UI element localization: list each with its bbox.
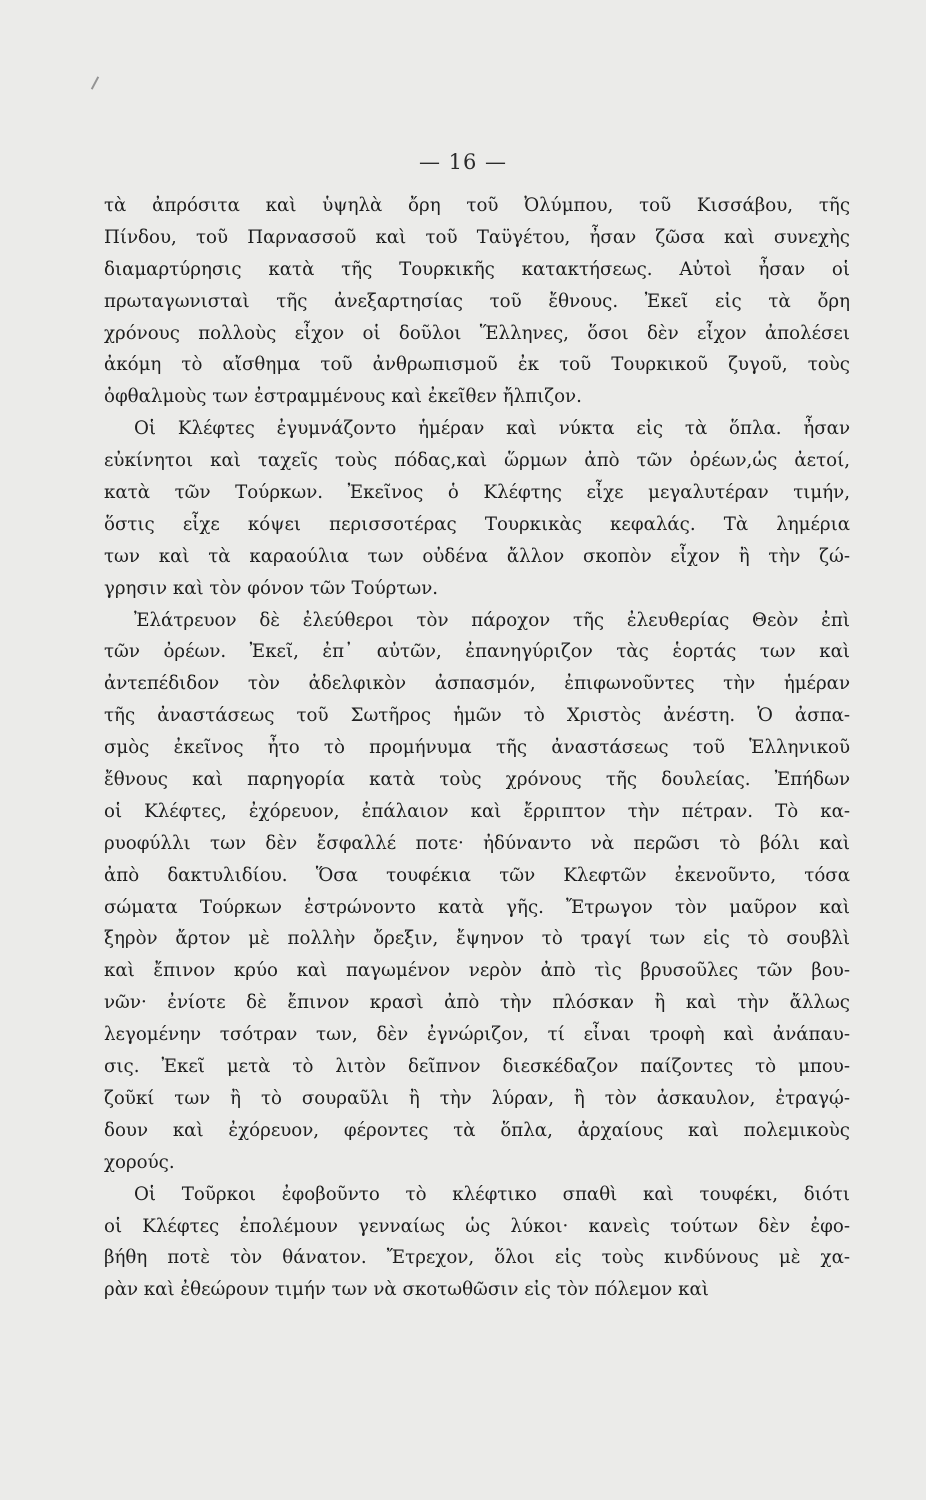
pencil-mark xyxy=(91,76,99,89)
text-line: ρυοφύλλι των δὲν ἔσφαλλέ ποτε· ἠδύναντο νὰ περῶσι τὸ βόλι καὶ xyxy=(104,832,850,854)
text-line: των καὶ τὰ καραούλια των οὐδένα ἄλλον σκοπὸν εἶχον ἢ τὴν ζώ- xyxy=(104,545,850,567)
text-line: σμὸς ἐκεῖνος ἦτο τὸ προμήνυμα τῆς ἀναστάσεως τοῦ Ἑλληνικοῦ xyxy=(104,737,850,759)
text-line: τῶν ὀρέων. Ἐκεῖ, ἐπ᾽ αὐτῶν, ἐπανηγύριζον τὰς ἑορτάς των καὶ xyxy=(104,641,850,663)
text-line: βήθη ποτὲ τὸν θάνατον. Ἔτρεχον, ὅλοι εἰς τοὺς κινδύνους μὲ χα- xyxy=(104,1247,850,1269)
text-line: πρωταγωνισταὶ τῆς ἀνεξαρτησίας τοῦ ἔθνους. Ἐκεῖ εἰς τὰ ὄρη xyxy=(104,290,850,312)
body-text xyxy=(104,190,850,1306)
text-line: κατὰ τῶν Τούρκων. Ἐκεῖνος ὁ Κλέφτης εἶχε μεγαλυτέραν τιμήν, xyxy=(104,482,850,504)
text-line: χρόνους πολλοὺς εἶχον οἱ δοῦλοι Ἕλληνες, ὅσοι δὲν εἶχον ἀπολέσει xyxy=(104,322,850,344)
paragraph xyxy=(104,413,850,604)
text-line: ξηρὸν ἄρτον μὲ πολλὴν ὄρεξιν, ἔψηνον τὸ τραγί των εἰς τὸ σουβλὶ xyxy=(104,928,850,950)
paragraph xyxy=(104,1179,850,1307)
text-line: ἀπὸ δακτυλιδίου. Ὅσα τουφέκια τῶν Κλεφτῶν ἐκενοῦντο, τόσα xyxy=(104,864,850,886)
text-line: Οἱ Τοῦρκοι ἐφοβοῦντο τὸ κλέφτικο σπαθὶ καὶ τουφέκι, διότι xyxy=(134,1183,850,1205)
text-line: νῶν· ἐνίοτε δὲ ἔπινον κρασὶ ἀπὸ τὴν πλόσκαν ἢ καὶ τὴν ἄλλως xyxy=(104,992,850,1014)
text-line: διαμαρτύρησις κατὰ τῆς Τουρκικῆς κατακτήσεως. Αὐτοὶ ἦσαν οἱ xyxy=(104,258,850,280)
text-line: οἱ Κλέφτες ἐπολέμουν γενναίως ὡς λύκοι· κανεὶς τούτων δὲν ἐφο- xyxy=(104,1215,850,1237)
text-line: ζοῦκί των ἢ τὸ σουραῦλι ἢ τὴν λύραν, ἢ τὸν ἀσκαυλον, ἐτραγῴ- xyxy=(104,1087,850,1109)
text-line: Οἱ Κλέφτες ἐγυμνάζοντο ἡμέραν καὶ νύκτα εἰς τὰ ὅπλα. ἦσαν xyxy=(134,418,850,440)
paragraph xyxy=(104,190,850,413)
text-line: σις. Ἐκεῖ μετὰ τὸ λιτὸν δεῖπνον διεσκέδαζον παίζοντες τὸ μπου- xyxy=(104,1056,850,1078)
text-line: γρησιν καὶ τὸν φόνον τῶν Τούρτων. xyxy=(104,577,439,599)
text-line: ὅστις εἶχε κόψει περισσοτέρας Τουρκικὰς κεφαλάς. Τὰ λημέρια xyxy=(104,513,850,535)
text-line: τὰ ἀπρόσιτα καὶ ὑψηλὰ ὄρη τοῦ Ὀλύμπου, τοῦ Κισσάβου, τῆς xyxy=(104,195,850,216)
text-line: οἱ Κλέφτες, ἐχόρευον, ἐπάλαιον καὶ ἔρριπτον τὴν πέτραν. Τὸ κα- xyxy=(104,800,850,822)
text-line: εὐκίνητοι καὶ ταχεῖς τοὺς πόδας,καὶ ὥρμων ἀπὸ τῶν ὀρέων,ὡς ἀετοί, xyxy=(104,450,850,472)
text-line: Πίνδου, τοῦ Παρνασσοῦ καὶ τοῦ Ταϋγέτου, ἦσαν ζῶσα καὶ συνεχὴς xyxy=(104,226,850,248)
text-line: ἀντεπέδιδον τὸν ἀδελφικὸν ἀσπασμόν, ἐπιφωνοῦντες τὴν ἡμέραν xyxy=(104,673,850,695)
text-line: χορούς. xyxy=(104,1151,175,1173)
text-line: ρὰν καὶ ἐθεώρουν τιμήν των νὰ σκοτωθῶσιν εἰς τὸν πόλεμον καὶ xyxy=(104,1279,709,1301)
text-line: λεγομένην τσότραν των, δὲν ἐγνώριζον, τί εἶναι τροφὴ καὶ ἀνάπαυ- xyxy=(104,1024,850,1046)
text-line: Ἐλάτρευον δὲ ἐλεύθεροι τὸν πάροχον τῆς ἐλευθερίας Θεὸν ἐπὶ xyxy=(134,609,850,631)
text-line: ἀκόμη τὸ αἴσθημα τοῦ ἀνθρωπισμοῦ ἐκ τοῦ Τουρκικοῦ ζυγοῦ, τοὺς xyxy=(104,354,850,376)
text-line: ἔθνους καὶ παρηγορία κατὰ τοὺς χρόνους τῆς δουλείας. Ἐπήδων xyxy=(104,769,850,791)
text-line: τῆς ἀναστάσεως τοῦ Σωτῆρος ἡμῶν τὸ Χριστὸς ἀνέστη. Ὁ ἀσπα- xyxy=(104,705,850,727)
text-line: σώματα Τούρκων ἐστρώνοντο κατὰ γῆς. Ἔτρωγον τὸν μαῦρον καὶ xyxy=(104,896,850,918)
text-line: δουν καὶ ἐχόρευον, φέροντες τὰ ὅπλα, ἀρχαίους καὶ πολεμικοὺς xyxy=(104,1119,850,1141)
text-line: καὶ ἔπινον κρύο καὶ παγωμένον νερὸν ἀπὸ τὶς βρυσοῦλες τῶν βου- xyxy=(104,960,850,982)
page-number: — 16 — xyxy=(418,150,508,174)
paragraph xyxy=(104,605,850,1179)
text-line: ὀφθαλμοὺς των ἐστραμμένους καὶ ἐκεῖθεν ἤλπιζον. xyxy=(104,386,582,408)
